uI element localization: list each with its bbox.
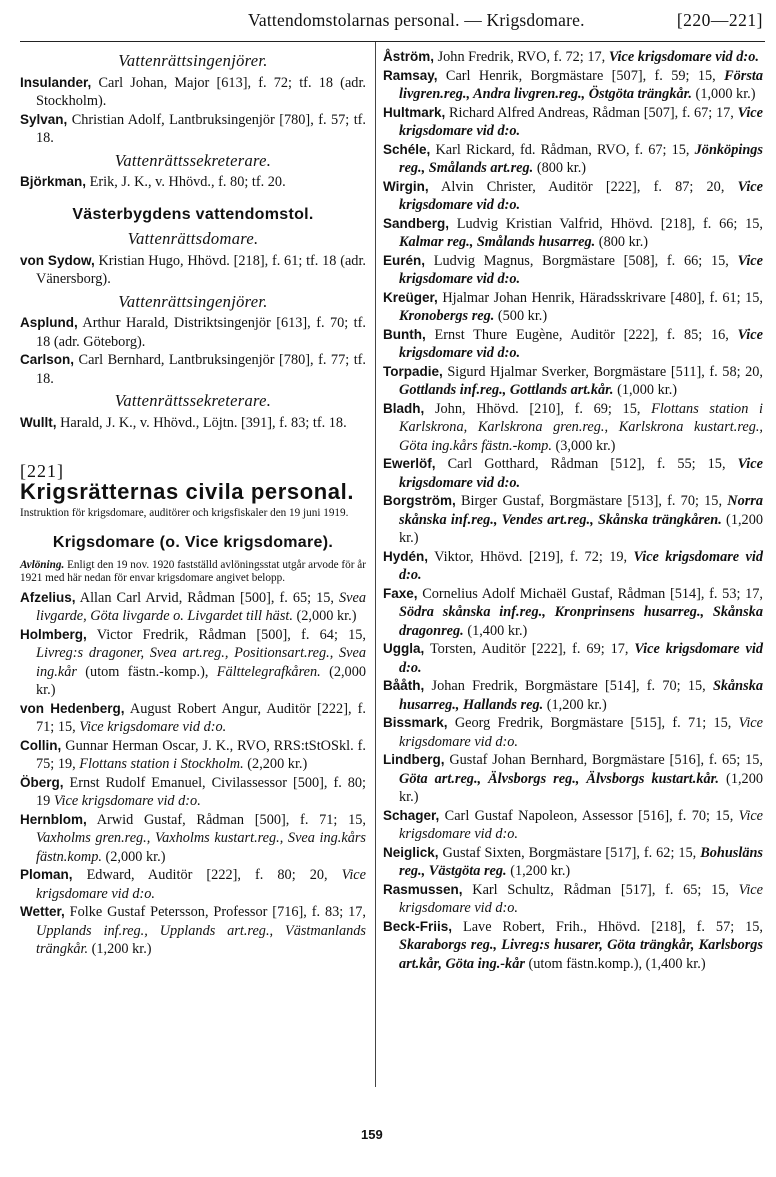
list-item: Collin, Gunnar Herman Oscar, J. K., RVO, RRS:tStOSkl. f. 75; 19, Flottans station i Stockholm. (2,200 kr.) [20, 737, 366, 772]
header-page-range: [220—221] [676, 10, 763, 30]
section-number: [221] [20, 461, 64, 481]
section-heading: Krigsdomare (o. Vice krigsdomare). [52, 534, 334, 551]
entry-name: Schéle, [383, 141, 431, 157]
left-column [20, 48, 366, 959]
entry-name: Lindberg, [383, 752, 445, 767]
list-item: Bladh, John, Hhövd. [210], f. 69; 15, Flottans station i Karlskrona, Karlskrona gren.reg., Karlskrona kustart.reg., Göta ing.kårs fästn.-komp. (3,000 kr.) [383, 400, 763, 454]
entry-name: Bissmark, [383, 715, 448, 730]
list-item: Lindberg, Gustaf Johan Bernhard, Borgmästare [516], f. 65; 15, Göta art.reg., Älvsborgs reg., Älvsborgs kustart.kår. (1,200 kr.) [383, 752, 763, 805]
list-item: Faxe, Cornelius Adolf Michaël Gustaf, Rådman [514], f. 53; 17, Södra skånska inf.reg., Kronprinsens husarreg., Skånska dragonreg. (1,400 kr.) [383, 585, 764, 639]
list-item: Borgström, Birger Gustaf, Borgmästare [513], f. 70; 15, Norra skånska inf.reg., Vendes art.reg., Skånska trängkåren. (1,200 kr.) [383, 493, 763, 546]
subheading: Vattenrättssekreterare. [114, 391, 272, 410]
salary-text: Enligt den 19 nov. 1920 fastställd avlöningsstat utgår arvode för år 1921 med här nedan för envar krigsdomare angivet belopp. [20, 558, 366, 584]
section-heading: Västerbygdens vattendomstol. [72, 205, 314, 223]
list-item: Torpadie, Sigurd Hjalmar Sverker, Borgmästare [511], f. 58; 20, Gottlands inf.reg., Gottlands art.kår. (1,000 kr.) [383, 363, 764, 398]
entry-name: Insulander, [20, 74, 92, 90]
list-item: Schager, Carl Gustaf Napoleon, Assessor [516], f. 70; 15, Vice krigsdomare vid d:o. [383, 807, 764, 842]
entry-name: Hultmark, [383, 104, 446, 120]
list-item: Wirgin, Alvin Christer, Auditör [222], f. 87; 20, Vice krigsdomare vid d:o. [383, 178, 763, 213]
list-item: Hydén, Viktor, Hhövd. [219], f. 72; 19, Vice krigsdomare vid d:o. [383, 548, 763, 583]
list-item: Rasmussen, Karl Schultz, Rådman [517], f. 65; 15, Vice krigsdomare vid d:o. [383, 881, 763, 916]
list-item: Öberg, Ernst Rudolf Emanuel, Civilassessor [500], f. 80; 19 Vice krigsdomare vid d:o. [20, 774, 366, 809]
list-item: Ploman, Edward, Auditör [222], f. 80; 20, Vice krigsdomare vid d:o. [20, 867, 366, 902]
subheading: Vattenrättsingenjörer. [118, 291, 268, 311]
list-item: Afzelius, Allan Carl Arvid, Rådman [500], f. 65; 15, Svea livgarde, Göta livgarde o. Livgardet till häst. (2,000 kr.) [20, 589, 366, 624]
entry-name: Faxe, [383, 585, 418, 601]
list-item: Wetter, Folke Gustaf Petersson, Professor [716], f. 83; 17, Upplands inf.reg., Upplands art.reg., Västmanlands trängkår. (1,200 kr.) [20, 904, 366, 957]
entry-name: Holmberg, [20, 626, 87, 642]
entry-name: Ramsay, [383, 67, 438, 83]
entry-name: Björkman, [20, 174, 87, 189]
entry-name: Hydén, [383, 548, 429, 564]
entry-name: Bunth, [383, 326, 426, 342]
entry-name: Beck-Friis, [383, 918, 453, 934]
list-item: Hernblom, Arwid Gustaf, Rådman [500], f. 71; 15, Vaxholms gren.reg., Vaxholms kustart.reg., Svea ing.kårs fästn.komp. (2,000 kr.) [20, 811, 366, 865]
entry-name: Sylvan, [20, 111, 68, 127]
entry-text: Carl Bernhard, Lantbruksingenjör [780], f. 77; tf. 18. [36, 352, 366, 387]
entry-text: Carl Johan, Major [613], f. 72; tf. 18 (adr. Stockholm). [36, 74, 366, 109]
entry-name: Ewerlöf, [383, 456, 436, 471]
page-number: 159 [361, 1127, 383, 1142]
subheading: Vattenrättssekreterare. [114, 150, 272, 170]
list-item: Schéle, Karl Rickard, fd. Rådman, RVO, f. 67; 15, Jönköpings reg., Smålands art.reg. (800 kr.) [383, 141, 763, 176]
salary-note [20, 559, 366, 585]
list-item: Ewerlöf, Carl Gotthard, Rådman [512], f. 55; 15, Vice krigsdomare vid d:o. [383, 456, 763, 491]
list-item [20, 173, 366, 192]
entry-name: Neiglick, [383, 844, 439, 860]
entry-text: Erik, J. K., v. Hhövd., f. 80; tf. 20. [89, 174, 286, 190]
entry-name: Bååth, [383, 678, 425, 693]
list-item: Bååth, Johan Fredrik, Borgmästare [514], f. 70; 15, Skånska husarreg., Hallands reg. (1,200 kr.) [383, 678, 763, 713]
list-item: Åström, John Fredrik, RVO, f. 72; 17, Vice krigsdomare vid d:o. [383, 49, 759, 65]
list-item: Ramsay, Carl Henrik, Borgmästare [507], f. 59; 15, Första livgren.reg., Andra livgren.reg., Östgöta trängkår. (1,000 kr.) [383, 67, 764, 102]
chapter-title: Krigsrätternas civila personal. [20, 478, 355, 504]
entry-name: von Hedenberg, [20, 700, 125, 716]
entry-name: Afzelius, [20, 589, 76, 605]
list-item: Holmberg, Victor Fredrik, Rådman [500], f. 64; 15, Livreg:s dragoner, Svea art.reg., Positionsart.reg., Svea ing.kår (utom fästn.-komp.), Fälttelegrafkåren. (2,000 kr.) [20, 626, 366, 698]
list-item: von Hedenberg, August Robert Angur, Auditör [222], f. 71; 15, Vice krigsdomare vid d:o. [20, 700, 366, 735]
entry-name: Kreüger, [383, 289, 438, 305]
entry-name: Ploman, [20, 867, 73, 882]
subheading: Vattenrättsdomare. [127, 229, 259, 248]
column-divider [375, 42, 376, 1087]
entry-name: Collin, [20, 737, 62, 753]
entry-name: Carlson, [20, 352, 75, 367]
entry-name: Eurén, [383, 252, 426, 268]
entry-text: Arthur Harald, Distriktsingenjör [613], f. 70; tf. 18 (adr. Göteborg). [36, 315, 366, 350]
entry-name: Asplund, [20, 315, 78, 330]
header-title: Vattendomstolarnas personal. — Krigsdomare. [248, 10, 585, 30]
entry-text: Kristian Hugo, Hhövd. [218], f. 61; tf. 18 (adr. Vänersborg). [36, 252, 366, 287]
list-item: Hultmark, Richard Alfred Andreas, Rådman [507], f. 67; 17, Vice krigsdomare vid d:o. [383, 104, 763, 139]
entry-name: Torpadie, [383, 363, 443, 379]
list-item [20, 252, 366, 289]
entry-text: Harald, J. K., v. Hhövd., Löjtn. [391], f. 83; tf. 18. [60, 414, 347, 431]
entry-name: von Sydow, [20, 252, 95, 268]
list-item: Kreüger, Hjalmar Johan Henrik, Häradsskrivare [480], f. 61; 15, Kronobergs reg. (500 kr.) [383, 289, 763, 324]
list-item [20, 414, 366, 433]
entry-name: Åström, [383, 49, 435, 64]
entry-name: Wullt, [20, 414, 57, 430]
salary-label: Avlöning. [20, 558, 65, 571]
entry-name: Wirgin, [383, 178, 429, 194]
list-item: Uggla, Torsten, Auditör [222], f. 69; 17, Vice krigsdomare vid d:o. [383, 641, 763, 676]
list-item: Eurén, Ludvig Magnus, Borgmästare [508], f. 66; 15, Vice krigsdomare vid d:o. [383, 252, 763, 287]
entry-name: Wetter, [20, 904, 65, 919]
entry-name: Rasmussen, [383, 881, 463, 897]
entry-name: Sandberg, [383, 215, 450, 231]
right-column [383, 48, 763, 973]
entry-name: Schager, [383, 807, 440, 823]
header-rule [20, 41, 765, 42]
list-item [20, 314, 366, 351]
list-item: Neiglick, Gustaf Sixten, Borgmästare [517], f. 62; 15, Bohusläns reg., Västgöta reg. (1,200 kr.) [383, 844, 763, 879]
entry-text: Christian Adolf, Lantbruksingenjör [780], f. 57; tf. 18. [36, 111, 367, 146]
subheading: Vattenrättsingenjörer. [118, 51, 268, 70]
entry-name: Borgström, [383, 493, 456, 508]
list-item: Bissmark, Georg Fredrik, Borgmästare [515], f. 71; 15, Vice krigsdomare vid d:o. [383, 715, 763, 750]
entry-name: Uggla, [383, 641, 425, 656]
list-item: Bunth, Ernst Thure Eugène, Auditör [222], f. 85; 16, Vice krigsdomare vid d:o. [383, 326, 763, 361]
entry-name: Öberg, [20, 774, 64, 790]
list-item [20, 111, 366, 148]
list-item: Sandberg, Ludvig Kristian Valfrid, Hhövd. [218], f. 66; 15, Kalmar reg., Smålands husarreg. (800 kr.) [383, 215, 763, 250]
list-item: Beck-Friis, Lave Robert, Frih., Hhövd. [218], f. 57; 15, Skaraborgs reg., Livreg:s husarer, Göta trängkår, Karlsborgs art.kår, Göta ing.-kår (utom fästn.komp.), (1,400 kr.) [383, 918, 763, 972]
list-item [20, 74, 366, 111]
entry-name: Hernblom, [20, 811, 87, 827]
list-item [20, 351, 366, 388]
entry-name: Bladh, [383, 400, 425, 416]
instruction-note: Instruktion för krigsdomare, auditörer och krigsfiskaler den 19 juni 1919. [20, 507, 349, 519]
